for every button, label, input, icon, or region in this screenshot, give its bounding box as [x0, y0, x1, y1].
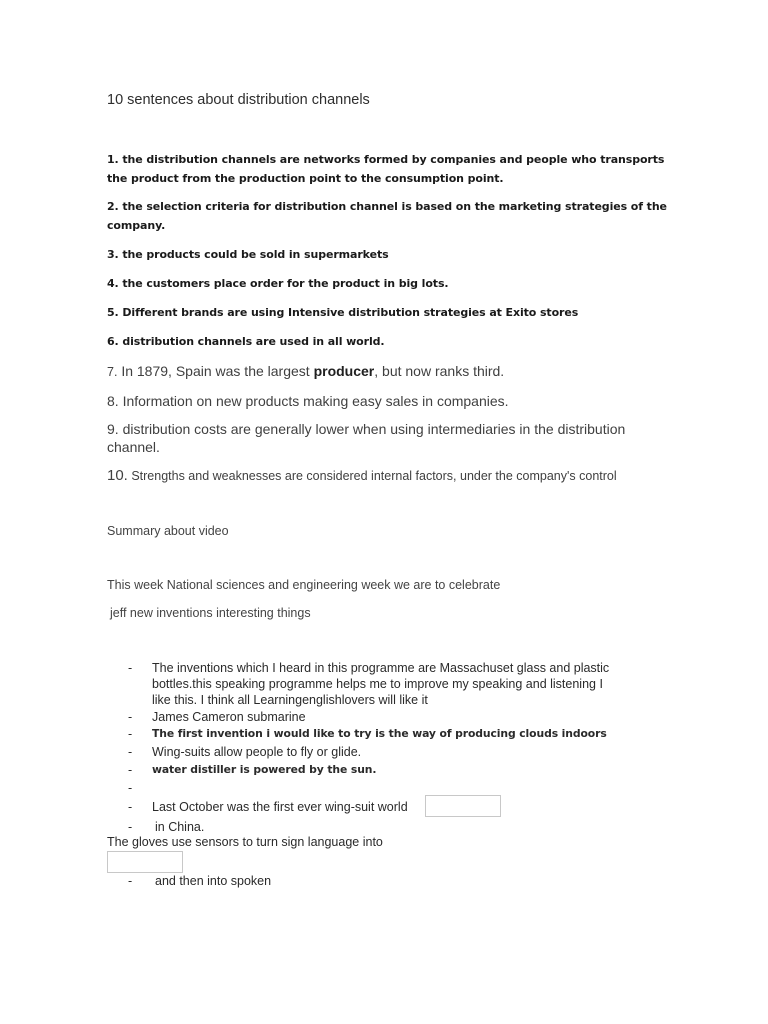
- sentence-5: 5. Different brands are using Intensive distribution strategies at Exito stores: [107, 306, 579, 319]
- sentence-7-text-start: In 1879, Spain was the largest: [117, 363, 314, 379]
- sentence-7-bold-word: producer: [313, 363, 375, 379]
- list-item: [128, 780, 628, 796]
- summary-line-2: jeff new inventions interesting things: [110, 606, 311, 620]
- sentence-9: 9. distribution costs are generally lower when using intermediaries in the distribution channel.: [107, 421, 626, 455]
- list-item: [128, 762, 628, 778]
- list-item: [128, 709, 628, 725]
- sentence-6: 6. distribution channels are used in all world.: [107, 335, 385, 348]
- bullet-dash: -: [128, 745, 133, 759]
- list-item: [128, 819, 628, 835]
- sentence-1: 1. the distribution channels are networks formed by companies and people who transports the product from the production point to the consumption point.: [107, 153, 665, 185]
- list-item: [128, 799, 628, 815]
- sentence-7: [107, 362, 667, 381]
- page-title: 10 sentences about distribution channels: [107, 92, 370, 108]
- sentence-4: 4. the customers place order for the product in big lots.: [107, 277, 449, 290]
- blank-input-2[interactable]: [107, 851, 183, 873]
- bullet-text: The first invention i would like to try is the way of producing clouds indoors: [152, 727, 607, 740]
- bullet-text: and then into spoken: [155, 874, 272, 888]
- bullet-dash: -: [128, 820, 133, 834]
- sentence-3: 3. the products could be sold in supermarkets: [107, 248, 389, 261]
- bullet-text: Last October was the first ever wing-suit world: [152, 800, 408, 814]
- gloves-line: The gloves use sensors to turn sign language into: [107, 835, 383, 849]
- bullet-dash: -: [128, 763, 133, 777]
- list-item: [128, 873, 628, 889]
- bullet-dash: -: [128, 874, 133, 888]
- bullet-text: water distiller is powered by the sun.: [152, 763, 377, 776]
- sentence-10-number: 10.: [107, 467, 128, 484]
- list-item: [128, 744, 628, 760]
- bullet-dash: -: [128, 710, 133, 724]
- bullet-dash: -: [128, 661, 133, 675]
- bullet-dash: -: [128, 800, 133, 814]
- list-item: [128, 660, 628, 710]
- bullet-text: The inventions which I heard in this programme are Massachuset glass and plastic bottles.this speaking programme helps me to improve my speaking and listening I like this. I think all Learningenglishlovers will like it: [152, 661, 610, 707]
- bullet-text: James Cameron submarine: [152, 710, 306, 724]
- sentence-10: [107, 467, 707, 484]
- sentence-10-text: Strengths and weaknesses are considered internal factors, under the company's control: [127, 469, 617, 483]
- bullet-dash: -: [128, 727, 133, 741]
- sentence-7-text-end: , but now ranks third.: [374, 363, 505, 379]
- list-item: [128, 726, 628, 742]
- summary-line-1: This week National sciences and engineering week we are to celebrate: [107, 578, 501, 592]
- sentence-8: 8. Information on new products making easy sales in companies.: [107, 393, 509, 409]
- bullet-text: in China.: [155, 820, 205, 834]
- bullet-dash: -: [128, 781, 133, 795]
- bullet-text: Wing-suits allow people to fly or glide.: [152, 745, 362, 759]
- blank-input-1[interactable]: [425, 795, 501, 817]
- sentence-2: 2. the selection criteria for distribution channel is based on the marketing strategies of the company.: [107, 200, 667, 232]
- summary-heading: Summary about video: [107, 524, 229, 538]
- sentence-7-number: 7.: [107, 365, 118, 379]
